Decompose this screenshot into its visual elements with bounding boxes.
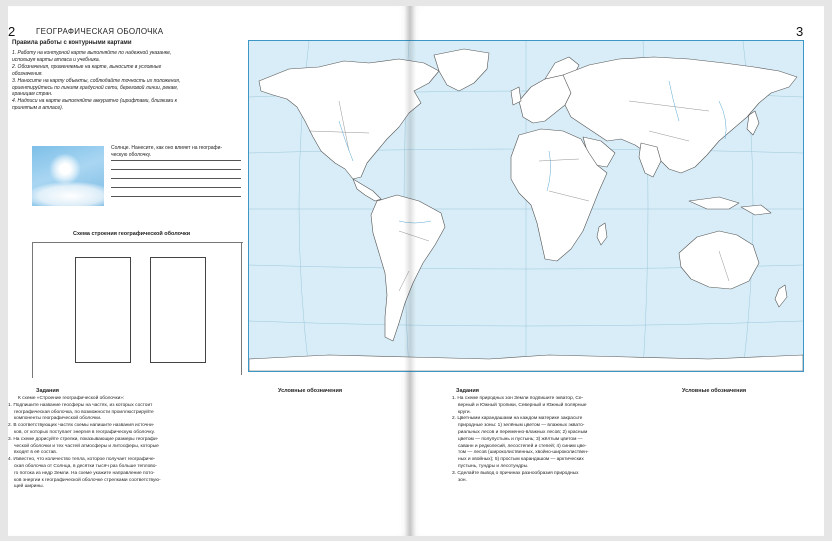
task-line: риальных лесов и переменно-влажных лесов; 2) красным — [458, 429, 588, 435]
task-line: ков, от которых поступает энергия в географическую оболочку. — [14, 429, 155, 435]
task-line: ческой оболочки и тех частей атмосферы и литосферы, которые — [14, 443, 159, 449]
scheme-area[interactable] — [32, 242, 243, 378]
task-line: верный и Южный тропики, Северный и Южный полярные — [458, 402, 587, 408]
task-line: го потока из недр Земли. На схеме укажите направление пото- — [14, 470, 155, 476]
world-contour-map[interactable] — [248, 40, 804, 372]
scheme-box-left[interactable] — [75, 257, 131, 363]
task-line: природные зоны: 1) зелёным цветом — влажных эквато- — [458, 423, 585, 429]
running-title: ГЕОГРАФИЧЕСКАЯ ОБОЛОЧКА — [36, 27, 164, 36]
task-line: цветом — полупустынь и пустынь; 3) жёлтым цветом — — [458, 436, 583, 442]
greenland-landmass — [434, 49, 489, 91]
task-line: том — лесов (широколиственных, хвойно-широколиствен- — [458, 450, 589, 456]
rules-line: обозначения. — [12, 70, 43, 77]
task-line: круги. — [458, 409, 471, 415]
sun-glow — [48, 154, 82, 184]
rules-line: принятым в атласе). — [12, 105, 64, 112]
rules-title: Правила работы с контурными картами — [12, 40, 132, 46]
tasks-title-right: Задания — [456, 388, 479, 394]
task-line: компоненты географической оболочки. — [14, 416, 102, 422]
task-line: ных и хвойных); 5) простым карандашом — арктических — [458, 457, 584, 463]
task-line: географическая оболочка, по возможности проиллюстрируйте — [14, 409, 154, 415]
tasks-list-left — [8, 396, 246, 491]
answer-line[interactable] — [111, 160, 241, 161]
rules-line: границам стран. — [12, 91, 53, 98]
page-number-left: 2 — [8, 24, 16, 39]
new-zealand-landmass — [775, 285, 787, 307]
book-spine — [404, 6, 416, 536]
answer-line[interactable] — [111, 169, 241, 170]
legend-title-left: Условные обозначения — [278, 388, 343, 394]
task-line: 2. В соответствующих частях схемы напишите названия источни- — [8, 423, 155, 429]
antarctica-landmass — [249, 355, 803, 371]
task-line: ская оболочка от Солнца, в десятки тысяч раз больше теплово- — [14, 463, 158, 469]
indonesia-landmass — [689, 197, 739, 209]
sun-sky-image — [32, 146, 104, 206]
task-line: ков энергии к географической оболочке стрелками соответствую- — [14, 477, 161, 483]
task-line: щей ширины. — [14, 484, 44, 490]
legend-title-right: Условные обозначения — [682, 388, 747, 394]
scheme-divider — [241, 243, 242, 375]
tasks-title-left: Задания — [36, 388, 59, 394]
rules-line: 1. Работу на контурной карте выполняйте по надежной указанке, — [12, 50, 172, 56]
rules-line: 3. Наносите на карту объекты, соблюдайте точность их положения, — [12, 77, 181, 84]
sun-question — [111, 145, 241, 159]
page-number-right: 3 — [796, 24, 804, 39]
task-line: 1. Подпишите название геосферы на частях, из которых состоит — [8, 402, 153, 408]
rules-line: используя карты атласа и учебника. — [12, 56, 101, 63]
task-line: 3. На схеме дорисуйте стрелки, показывающие размеры географи- — [8, 436, 159, 442]
answer-line[interactable] — [111, 196, 241, 197]
sun-question-line: ческую оболочку. — [111, 152, 151, 158]
new-guinea-landmass — [741, 205, 771, 215]
australia-landmass — [679, 231, 759, 289]
central-america-landmass — [353, 179, 381, 201]
answer-line[interactable] — [111, 178, 241, 179]
answer-line[interactable] — [111, 187, 241, 188]
task-line: 2. Цветными карандашами на каждом материке закрасьте — [452, 416, 583, 422]
cloud-shape — [32, 182, 104, 206]
tasks-list-right — [452, 396, 602, 484]
task-line: входят в её состав. — [14, 450, 58, 456]
task-line: зон. — [458, 477, 467, 483]
rules-list — [12, 50, 240, 112]
world-map-svg — [249, 41, 803, 371]
rules-line: 4. Надписи на карте выполняйте аккуратно (шрифтами, близкими к — [12, 98, 177, 105]
rules-line: 2. Обозначения, применяемые на карте, выносите в условные — [12, 63, 162, 70]
task-line: 1. На схеме природных зон Земли подпишите экватор, Се- — [452, 396, 584, 401]
task-line: К схеме «Строение географической оболочки»: — [18, 396, 125, 401]
sun-question-line: Солнце. Нанесите, как оно влияет на географи- — [111, 145, 223, 151]
rules-line: ориентируйтесь по линиям градусной сети, береговой линии, рекам, — [12, 84, 179, 91]
madagascar-landmass — [597, 223, 607, 245]
task-line: 3. Сделайте вывод о причинах разнообразия природных — [452, 470, 579, 476]
scheme-box-right[interactable] — [150, 257, 206, 363]
scheme-title: Схема строения географической оболочки — [73, 231, 191, 237]
task-line: саванн и редколесий, лесостепей и степей; 4) синим цве- — [458, 443, 587, 449]
task-line: пустынь, тундры и лесотундры. — [458, 463, 529, 469]
task-line: 4. Известно, что количество тепла, которое получает географиче- — [8, 457, 156, 463]
